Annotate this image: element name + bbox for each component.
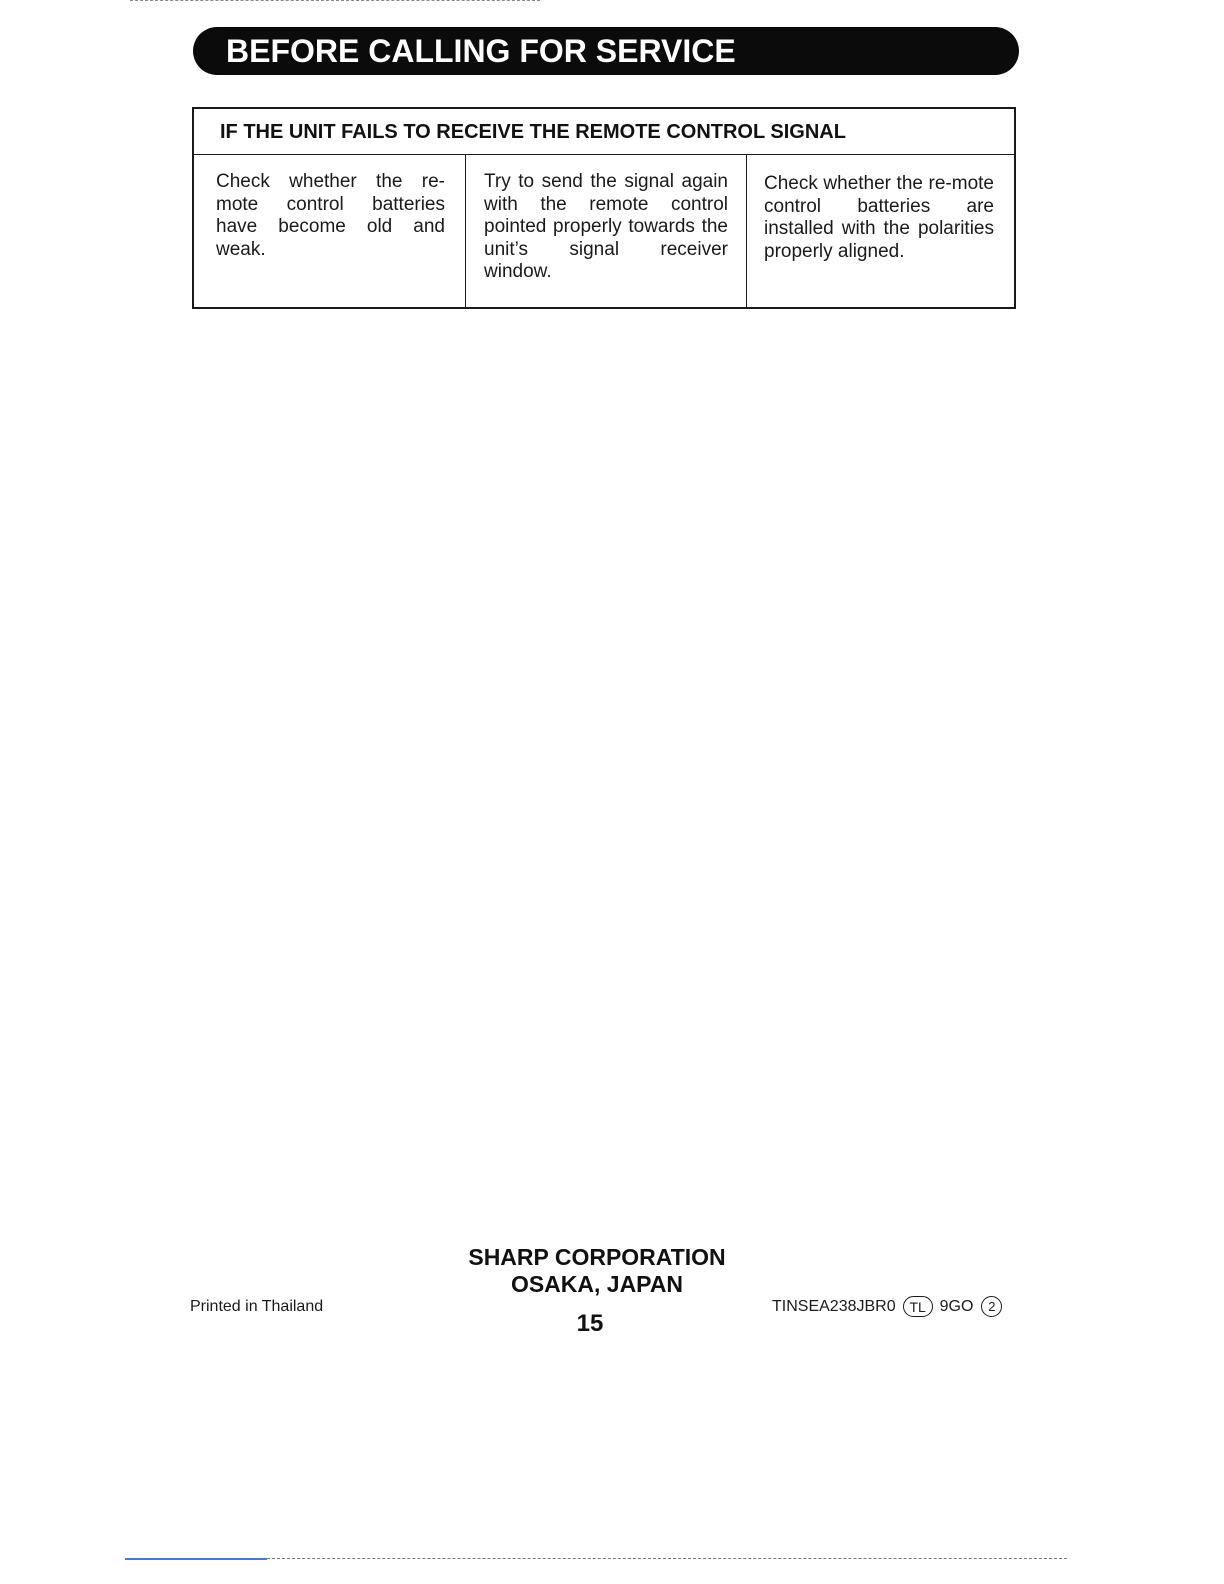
code-prefix: TINSEA238JBR0 xyxy=(772,1297,896,1315)
company-location: OSAKA, JAPAN xyxy=(510,1271,684,1297)
table-cell-batteries-weak xyxy=(194,155,466,307)
section-banner xyxy=(193,27,1019,75)
code-badge: TL xyxy=(903,1296,933,1317)
table-cell-send-again xyxy=(466,155,747,307)
table-row xyxy=(194,155,1014,307)
cell-text: Check whether the re-mote control batteries are installed with the polarities properly aligned. xyxy=(764,173,994,262)
troubleshooting-table xyxy=(192,107,1016,309)
bottom-blue-rule xyxy=(125,1558,267,1560)
printed-in-label: Printed in Thailand xyxy=(190,1298,324,1315)
top-dashed-rule xyxy=(130,0,540,1)
bottom-dashed-rule xyxy=(267,1558,1067,1559)
table-cell-polarities xyxy=(747,155,1014,307)
code-suffix: 9GO xyxy=(939,1297,974,1315)
cell-text: Check whether the re-mote control batteries have become old and weak. xyxy=(216,171,445,260)
document-code xyxy=(772,1296,1002,1317)
table-header-text: IF THE UNIT FAILS TO RECEIVE THE REMOTE CONTROL SIGNAL xyxy=(220,121,846,143)
cell-text: Try to send the signal again with the remote control pointed properly towards the unit’s signal receiver window. xyxy=(484,171,728,282)
company-name: SHARP CORPORATION xyxy=(468,1244,726,1270)
code-circled-number: 2 xyxy=(981,1296,1002,1317)
company-block xyxy=(447,1244,747,1298)
section-title: BEFORE CALLING FOR SERVICE xyxy=(226,33,736,69)
table-header xyxy=(194,109,1014,155)
page-number: 15 xyxy=(576,1310,604,1337)
